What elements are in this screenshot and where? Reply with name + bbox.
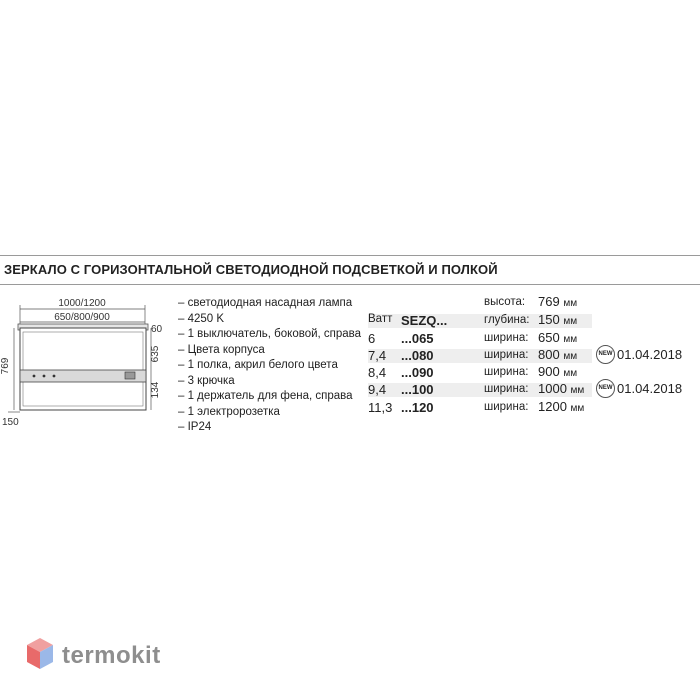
hook-2 (43, 375, 46, 378)
feature-item: – 1 выключатель, боковой, справа (178, 328, 362, 340)
row-label: ширина: (484, 383, 529, 395)
row-value: 1000 мм (538, 381, 585, 396)
dim-shelf-height: 134 (150, 381, 161, 399)
socket (125, 372, 135, 379)
feature-item: – IP24 (178, 421, 212, 433)
feature-item: – 1 электророзетка (178, 405, 280, 418)
row-watt: 8,4 (368, 365, 387, 380)
feature-item: – 3 крючка (178, 374, 235, 387)
mirror-body (20, 328, 146, 410)
row-value: 650 мм (538, 330, 578, 345)
row-date: 01.04.2018 (617, 381, 683, 396)
feature-item: – 1 держатель для фена, справа (178, 390, 353, 402)
row-code: ...090 (401, 365, 434, 380)
depth-label: глубина: (484, 314, 530, 326)
feature-item: – Цвета корпуса (178, 343, 265, 356)
feature-item: – светодиодная насадная лампа (178, 297, 353, 309)
dim-top-offset: 60 (151, 324, 163, 335)
height-value: 769 мм (538, 294, 578, 309)
row-label: ширина: (484, 366, 529, 378)
title-bar (0, 255, 700, 285)
row-watt: 6 (368, 331, 376, 346)
hook-3 (53, 375, 56, 378)
row-date: 01.04.2018 (617, 347, 683, 362)
row-watt: 9,4 (368, 382, 387, 397)
product-title: ЗЕРКАЛО С ГОРИЗОНТАЛЬНОЙ СВЕТОДИОДНОЙ ПОДСВЕТКОЙ И ПОЛКОЙ (4, 262, 498, 277)
row-code: ...100 (401, 382, 434, 397)
hook-1 (33, 375, 36, 378)
height-label: высота: (484, 296, 526, 308)
brand-name: termokit (62, 642, 161, 669)
feature-list (178, 296, 361, 436)
watt-label: Ватт (368, 313, 393, 325)
row-code: ...080 (401, 348, 434, 363)
row-label: ширина: (484, 349, 529, 361)
brand-logo-icon (25, 637, 55, 671)
row-label: ширина: (484, 332, 529, 344)
new-badge: NEW (596, 379, 615, 398)
dim-width-bottom: 650/800/900 (54, 312, 110, 323)
row-code: ...120 (401, 400, 434, 415)
feature-item: – 1 полка, акрил белого цвета (178, 359, 338, 371)
dim-width-top: 1000/1200 (58, 298, 106, 309)
dim-depth: 150 (2, 417, 19, 428)
dim-height: 769 (0, 357, 11, 375)
row-watt: 11,3 (368, 400, 393, 415)
row-value: 900 мм (538, 364, 578, 379)
row-label: ширина: (484, 401, 529, 413)
row-value: 1200 мм (538, 399, 585, 414)
feature-item: – 4250 K (178, 312, 225, 325)
mirror-drawing (0, 290, 170, 430)
series-code: SEZQ... (401, 313, 448, 328)
new-badge: NEW (596, 345, 615, 364)
row-watt: 7,4 (368, 348, 387, 363)
row-value: 800 мм (538, 347, 578, 362)
row-code: ...065 (401, 331, 434, 346)
depth-value: 150 мм (538, 312, 578, 327)
dim-inner-height: 635 (150, 345, 161, 363)
